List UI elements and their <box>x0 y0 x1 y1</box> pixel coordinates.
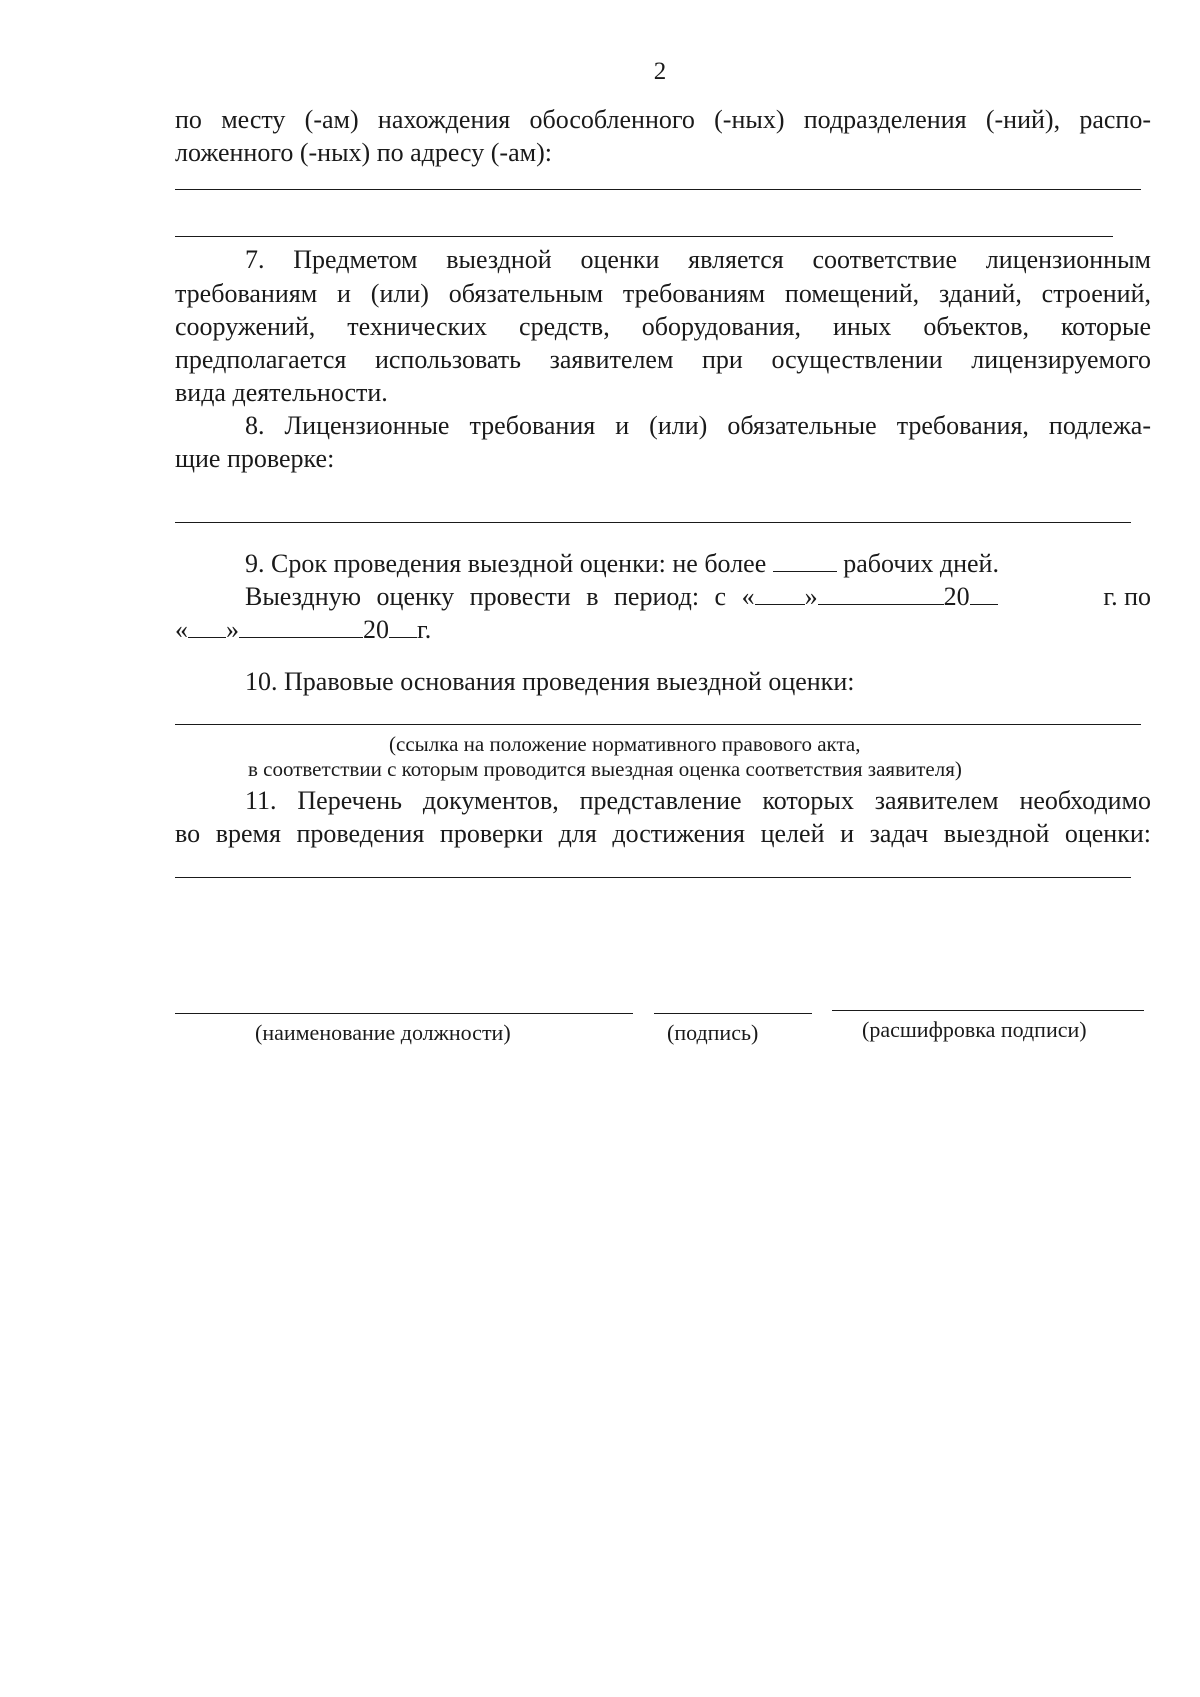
item9-line-1 <box>245 548 999 580</box>
item11-line-2: во время проведения проверки для достижения целей и задач выездной оценки: <box>175 819 1151 848</box>
period-to-label: г. по <box>1103 582 1151 611</box>
address-blank-line-2[interactable] <box>175 236 1113 237</box>
end-day-quote-close: » <box>226 615 239 644</box>
end-year-blank[interactable] <box>389 615 417 638</box>
start-day-blank[interactable] <box>755 582 805 605</box>
intro-line-1: по месту (-ам) нахождения обособленного (-ных) подразделения (-ний), распо- <box>175 105 1151 134</box>
end-year-prefix: 20 <box>363 615 389 644</box>
end-day-blank[interactable] <box>188 615 226 638</box>
start-year-blank[interactable] <box>970 582 998 605</box>
item7-line-1: 7. Предметом выездной оценки является соответствие лицензионным <box>245 245 1151 274</box>
start-month-blank[interactable] <box>818 582 944 605</box>
start-year-prefix: 20 <box>943 582 970 611</box>
signature-blank-line[interactable] <box>654 1013 812 1014</box>
item9-line-3 <box>175 614 431 646</box>
requirements-blank-line[interactable] <box>175 522 1131 523</box>
start-day-quote-close: » <box>804 582 818 611</box>
item10-line-1: 10. Правовые основания проведения выездной оценки: <box>245 667 855 696</box>
end-day-quote-open: « <box>175 615 188 644</box>
item9-term-unit: рабочих дней. <box>843 549 999 578</box>
item7-line-3: сооружений, технических средств, оборудования, иных объектов, которые <box>175 312 1151 341</box>
item9-term-label: 9. Срок проведения выездной оценки: не более <box>245 549 767 578</box>
end-month-blank[interactable] <box>239 615 363 638</box>
item11-line-1: 11. Перечень документов, представление которых заявителем необходимо <box>245 786 1151 815</box>
end-year-suffix: г. <box>417 615 432 644</box>
period-from-label: Выездную оценку провести в период: с « <box>245 582 755 611</box>
item7-line-2: требованиям и (или) обязательным требованиям помещений, зданий, строений, <box>175 279 1151 308</box>
signature-decoding-blank-line[interactable] <box>832 1010 1144 1011</box>
intro-line-2: ложенного (-ных) по адресу (-ам): <box>175 138 552 167</box>
position-blank-line[interactable] <box>175 1013 633 1014</box>
address-blank-line-1[interactable] <box>175 189 1141 190</box>
legal-basis-blank-line[interactable] <box>175 724 1141 725</box>
term-days-blank[interactable] <box>773 549 837 572</box>
item8-line-2: щие проверке: <box>175 444 335 473</box>
signature-caption: (подпись) <box>667 1020 759 1045</box>
documents-blank-line[interactable] <box>175 877 1131 878</box>
item8-line-1: 8. Лицензионные требования и (или) обязательные требования, подлежа- <box>245 411 1151 440</box>
legal-basis-caption-2: в соответствии с которым проводится выездная оценка соответствия заявителя) <box>248 757 962 781</box>
position-caption: (наименование должности) <box>255 1020 511 1045</box>
signature-decoding-caption: (расшифровка подписи) <box>862 1017 1087 1042</box>
item7-line-4: предполагается использовать заявителем при осуществлении лицензируемого <box>175 345 1151 374</box>
legal-basis-caption-1: (ссылка на положение нормативного правового акта, <box>389 732 861 756</box>
page-number: 2 <box>653 58 667 85</box>
item7-line-5: вида деятельности. <box>175 378 388 407</box>
item9-line-2 <box>245 581 1151 613</box>
